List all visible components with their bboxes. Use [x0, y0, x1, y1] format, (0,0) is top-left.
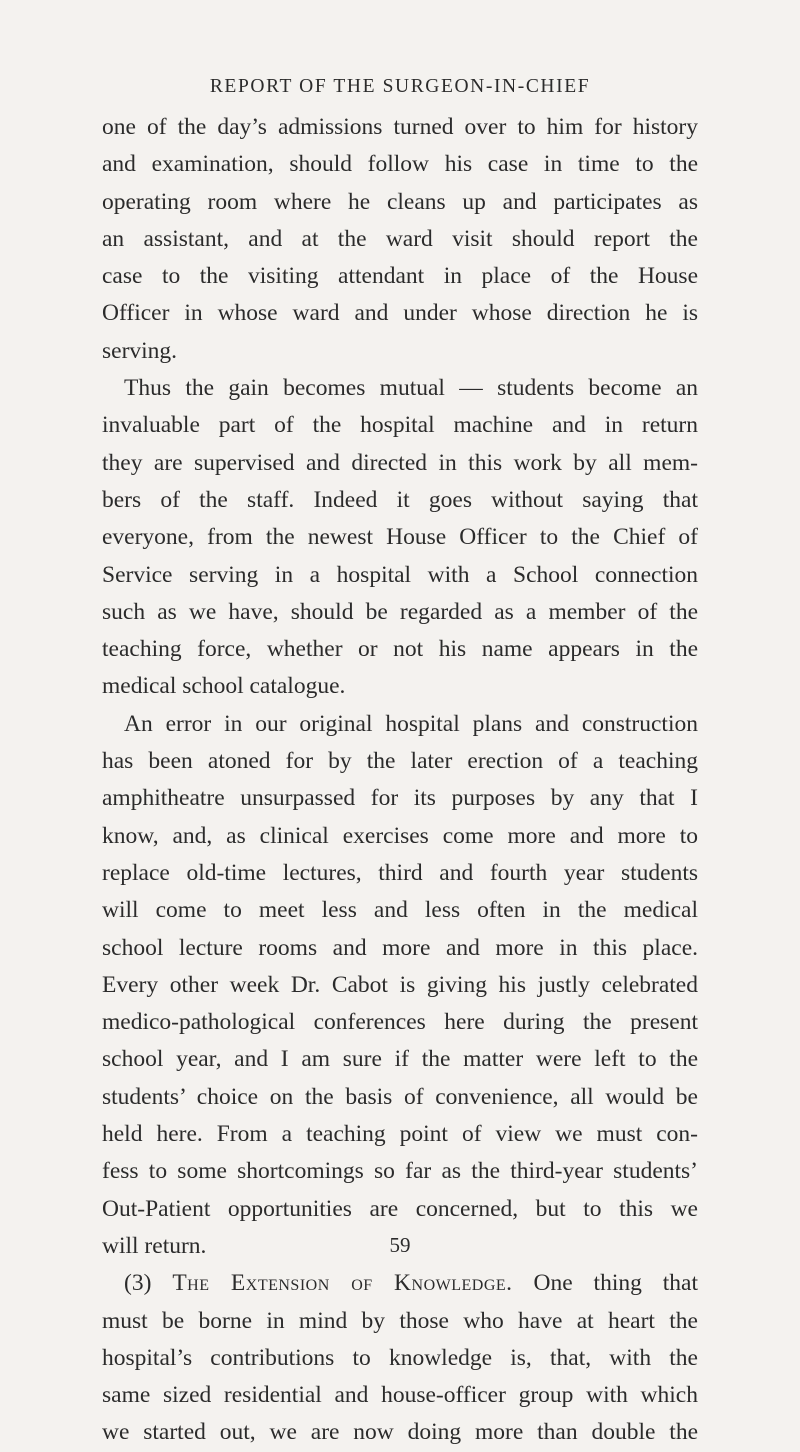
text-line: operating room where he cleans up and participates as: [102, 188, 698, 215]
text-line: we started out, we are now doing more than double the: [102, 1419, 698, 1446]
text-line: will come to meet less and less often in the medical: [102, 897, 698, 924]
text-line: school year, and I am sure if the matter were left to the: [102, 1046, 698, 1073]
text-line: teaching force, whether or not his name appears in the: [102, 636, 698, 663]
text-line: an assistant, and at the ward visit should report the: [102, 225, 698, 252]
text-line: Service serving in a hospital with a School connection: [102, 561, 698, 588]
text-line: fess to some shortcomings so far as the third-year students’: [102, 1158, 698, 1185]
running-head: REPORT OF THE SURGEON-IN-CHIEF: [209, 76, 591, 97]
text-line: everyone, from the newest House Officer to the Chief of: [102, 524, 698, 551]
text-line: such as we have, should be regarded as a member of the: [102, 598, 698, 625]
text-line: Every other week Dr. Cabot is giving his justly celebrated: [102, 971, 698, 998]
section-heading: The Extension of Knowledge.: [172, 1270, 513, 1297]
page-number: 59: [389, 1233, 411, 1257]
text-line: replace old-time lectures, third and fourth year students: [102, 859, 698, 886]
text-line: know, and, as clinical exercises come more and more to: [102, 822, 698, 849]
text-line: held here. From a teaching point of view we must con-: [102, 1121, 698, 1148]
section-first-line-text: One thing that: [533, 1270, 698, 1297]
paragraph-first-line: An error in our original hospital plans and construction: [124, 710, 698, 737]
text-line: amphitheatre unsurpassed for its purposes by any that I: [102, 785, 698, 812]
text-line: and examination, should follow his case in time to the: [102, 151, 698, 178]
section-number: (3): [124, 1270, 152, 1297]
text-line: same sized residential and house-officer group with which: [102, 1382, 698, 1409]
text-line: they are supervised and directed in this work by all mem-: [102, 449, 698, 476]
text-line: must be borne in mind by those who have at heart the: [102, 1307, 698, 1334]
text-line: medical school catalogue.: [102, 673, 346, 700]
text-line: Officer in whose ward and under whose direction he is: [102, 300, 698, 327]
text-line: students’ choice on the basis of convenience, all would be: [102, 1083, 698, 1110]
text-line: one of the day’s admissions turned over to him for history: [102, 114, 698, 140]
text-line: bers of the staff. Indeed it goes without saying that: [102, 486, 698, 513]
text-line: Out-Patient opportunities are concerned, but to this we: [102, 1195, 698, 1222]
text-line: will return.: [102, 1232, 207, 1259]
text-line: hospital’s contributions to knowledge is, that, with the: [102, 1344, 698, 1371]
text-line: serving.: [102, 337, 178, 364]
text-line: invaluable part of the hospital machine and in return: [102, 412, 698, 439]
text-line: school lecture rooms and more and more in this place.: [102, 934, 698, 961]
paragraph-first-line: Thus the gain becomes mutual — students become an: [124, 375, 698, 402]
text-line: has been atoned for by the later erection of a teaching: [102, 748, 698, 775]
section-heading-line: [102, 1265, 698, 1302]
text-line: case to the visiting attendant in place of the House: [102, 263, 698, 290]
text-line: medico-pathological conferences here during the present: [102, 1009, 698, 1036]
